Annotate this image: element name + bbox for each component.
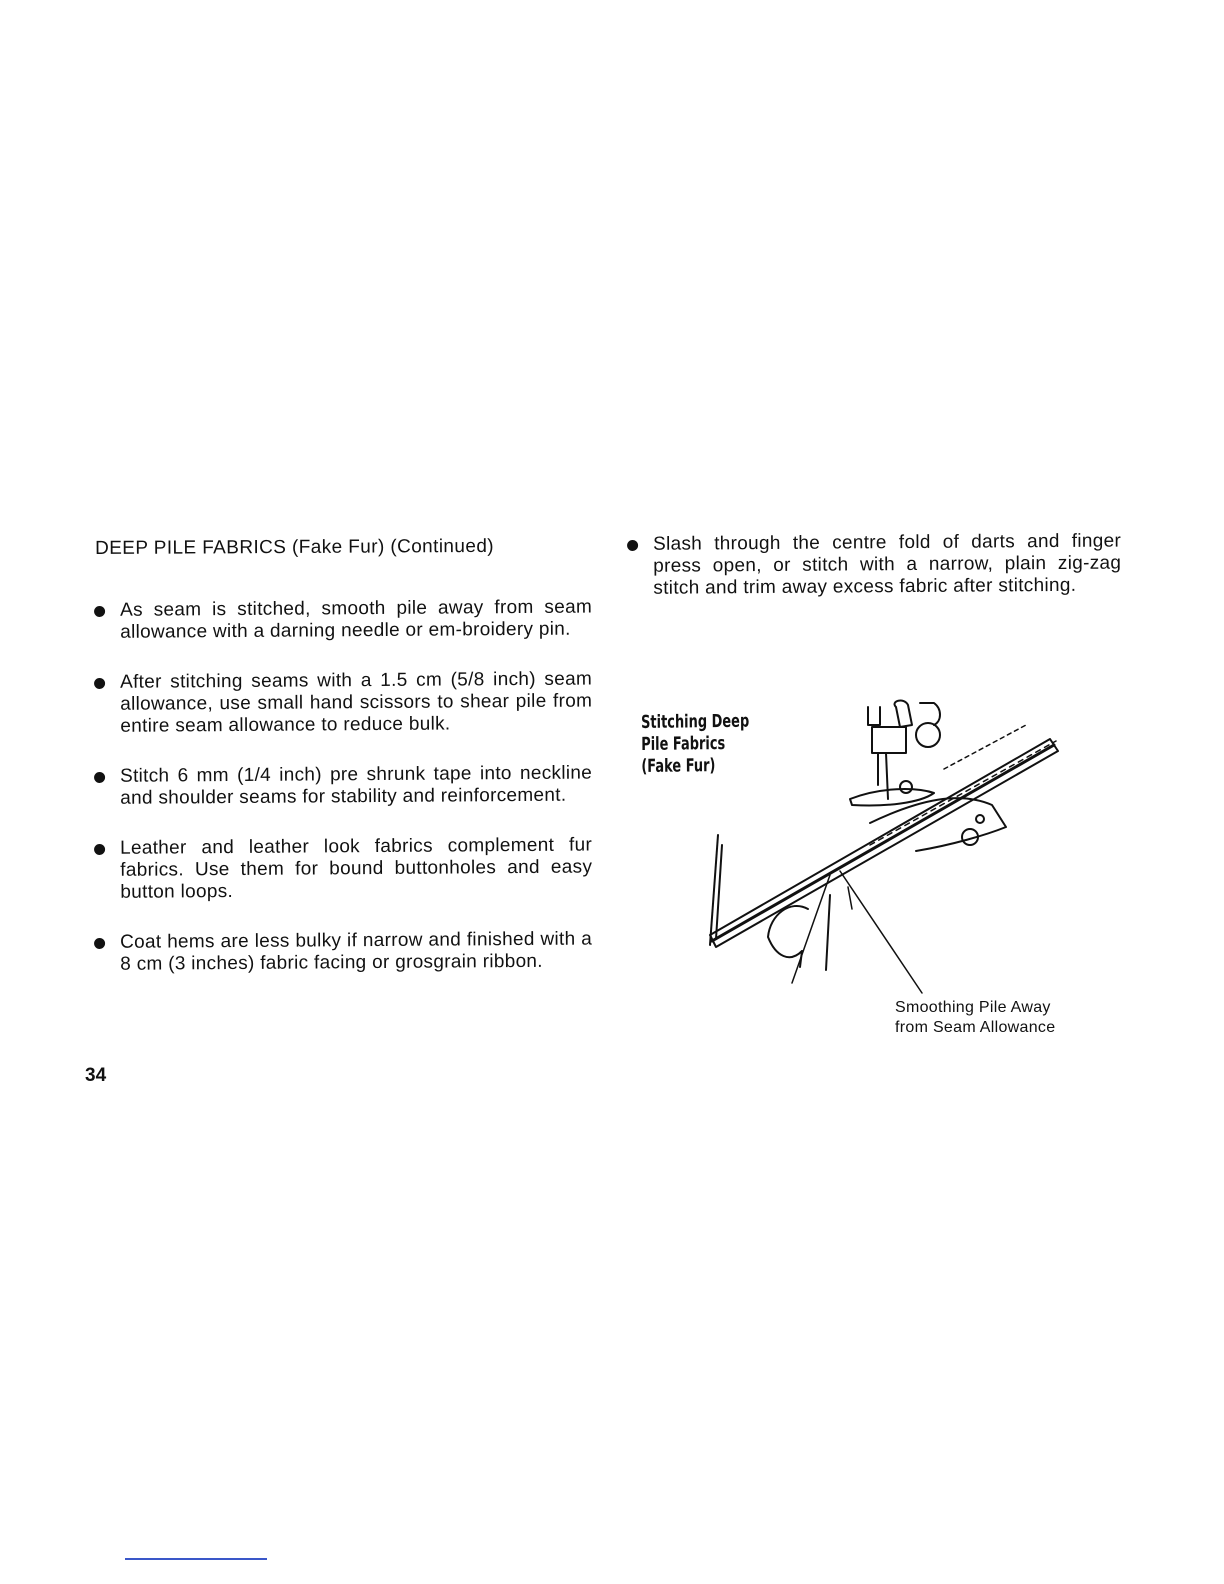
- bullet-item: [625, 531, 1121, 600]
- bullet-text: As seam is stitched, smooth pile away from seam allowance with a darning needle or em-broidery pin.: [119, 596, 593, 643]
- decorative-rule: [125, 1558, 267, 1560]
- bullet-dot-icon: [94, 938, 105, 949]
- section-heading: DEEP PILE FABRICS (Fake Fur) (Continued): [95, 535, 495, 559]
- figure-caption-line: from Seam Allowance: [895, 1019, 1056, 1036]
- bullet-item: [92, 929, 592, 976]
- page-number: 34: [85, 1065, 107, 1086]
- bullet-text: Slash through the centre fold of darts and finger press open, or stitch with a narrow, plain zig-zag stitch and trim away excess fabric after stitching.: [652, 530, 1122, 599]
- bullet-dot-icon: [94, 606, 105, 617]
- bullet-text: Leather and leather look fabrics complement fur fabrics. Use them for bound buttonholes and easy button loops.: [119, 834, 593, 903]
- figure-caption-line: Smoothing Pile Away: [895, 999, 1051, 1016]
- figure-title-line: (Fake Fur): [641, 755, 716, 777]
- figure-title-line: Pile Fabrics: [641, 732, 726, 755]
- sewing-machine-presser-foot-icon: [690, 695, 1070, 995]
- figure-title-line: Stitching Deep: [641, 710, 750, 733]
- bullet-item: [92, 763, 592, 810]
- bullet-dot-icon: [94, 844, 105, 855]
- bullet-item: [92, 835, 592, 904]
- bullet-item: [92, 597, 592, 644]
- bullet-text: After stitching seams with a 1.5 cm (5/8 inch) seam allowance, use small hand scissors to shear pile from entire seam allowance to reduce bulk.: [119, 668, 593, 737]
- bullet-text: Stitch 6 mm (1/4 inch) pre shrunk tape into neckline and shoulder seams for stability and reinforcement.: [119, 762, 593, 809]
- figure-caption: [895, 998, 1055, 1038]
- bullet-item: [92, 669, 592, 738]
- bullet-dot-icon: [627, 540, 638, 551]
- bullet-dot-icon: [94, 678, 105, 689]
- bullet-text: Coat hems are less bulky if narrow and finished with a 8 cm (3 inches) fabric facing or grosgrain ribbon.: [119, 928, 593, 975]
- bullet-dot-icon: [94, 772, 105, 783]
- left-bullet-list: [92, 596, 593, 976]
- right-bullet-list: [625, 530, 1122, 600]
